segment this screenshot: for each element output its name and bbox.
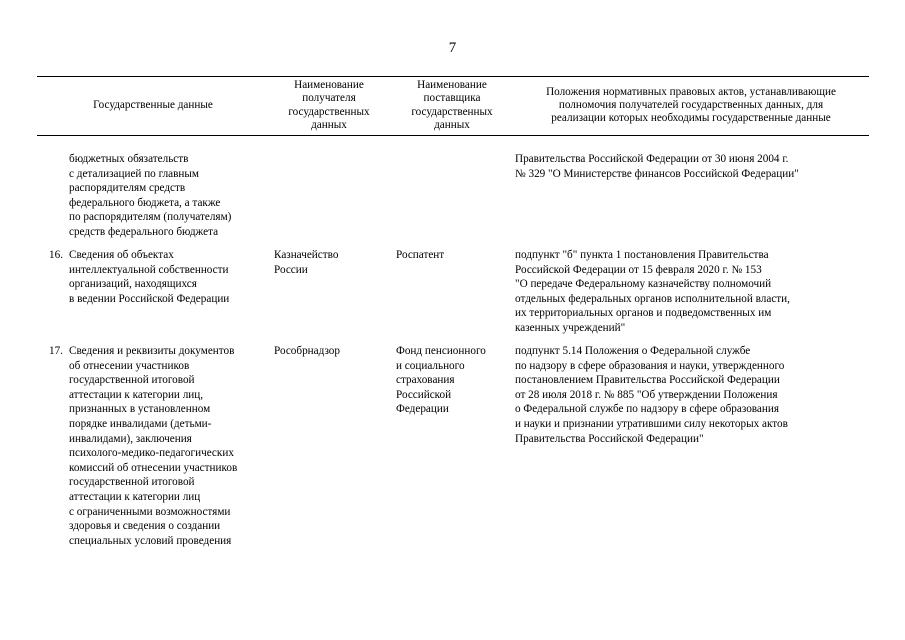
row-16-acts-cell: подпункт "б" пункта 1 постановления Правительства Российской Федерации от 15 февраля 2020 г. № 153 "О передаче Федеральному казначейству полномочий отдельных федеральных органов исполнительной власти, их территориальных органов и подведомственных им казенных учреждений"	[515, 249, 790, 334]
page-number: 7	[448, 40, 457, 56]
header-bottom-rule	[37, 135, 869, 136]
row-16-supplier-cell: Роспатент	[396, 249, 445, 261]
continuation-acts-cell: Правительства Российской Федерации от 30 июня 2004 г. № 329 "О Министерстве финансов Российской Федерации"	[515, 153, 799, 180]
header-col-acts: Положения нормативных правовых актов, устанавливающие полномочия получателей государственных данных, для реализации которых необходимы государственные данные	[546, 85, 836, 125]
row-17-number: 17.	[49, 345, 63, 357]
row-17-recipient-cell: Рособрнадзор	[274, 345, 340, 357]
row-16-recipient-cell: Казначейство России	[274, 249, 339, 276]
header-col-recipient: Наименование получателя государственных данных	[288, 79, 370, 131]
header-col-data: Государственные данные	[93, 98, 213, 111]
row-17-data-cell: Сведения и реквизиты документов об отнесении участников государственной итоговой аттестации к категории лиц, признанных в установленном порядке инвалидами (детьми- инвалидами), заключения психолого-медико-педагогических комиссий об отнесении участников государственной итоговой аттестации к категории лиц с ограниченными возможностями здоровья и сведения о создании специальных условий проведения	[69, 345, 238, 547]
row-16-data-cell: Сведения об объектах интеллектуальной собственности организаций, находящихся в ведении Российской Федерации	[69, 249, 230, 305]
row-16-number: 16.	[49, 249, 63, 261]
continuation-data-cell: бюджетных обязательств с детализацией по главным распорядителям средств федерального бюджета, а также по распорядителям (получателям) средств федерального бюджета	[69, 153, 232, 238]
header-col-supplier: Наименование поставщика государственных данных	[411, 79, 493, 131]
row-17-supplier-cell: Фонд пенсионного и социального страхования Российской Федерации	[396, 345, 486, 416]
row-17-acts-cell: подпункт 5.14 Положения о Федеральной службе по надзору в сфере образования и науки, утвержденного постановлением Правительства Российской Федерации от 28 июля 2018 г. № 885 "Об утверждении Положения о Федеральной службе по надзору в сфере образования и науки и признании утратившими силу некоторых актов Правительства Российской Федерации"	[515, 345, 788, 445]
